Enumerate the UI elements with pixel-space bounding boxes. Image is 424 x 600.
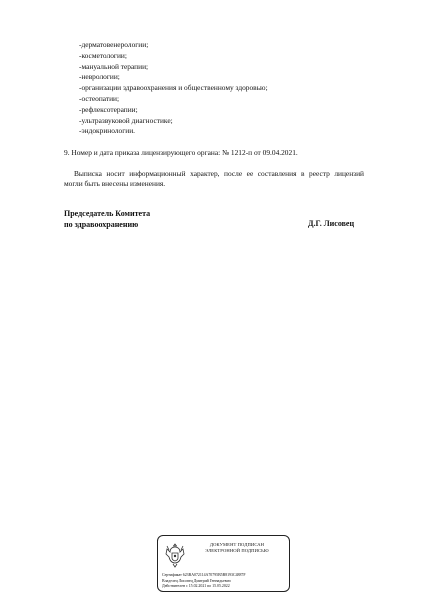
list-item: -эндокринологии. [79, 126, 136, 136]
list-item: -косметологии; [79, 50, 127, 60]
list-item: -дерматовенерологии; [79, 40, 149, 49]
stamp-details [162, 573, 288, 590]
signatory-position [64, 208, 150, 230]
stamp-certificate: Сертификат 623BA072114A70795B5B8193C4887F [162, 573, 246, 577]
information-note [64, 169, 364, 188]
specialty-list [79, 40, 268, 137]
stamp-validity: Действителен с 15.02.2021 по 15.05.2022 [162, 584, 230, 589]
coat-of-arms-icon [164, 541, 186, 569]
position-line-1: Председатель Комитета [64, 209, 151, 218]
list-item: -рефлексотерапии; [79, 104, 138, 114]
list-item: -неврологии; [79, 72, 120, 82]
stamp-title-line-2: ЭЛЕКТРОННОЙ ПОДПИСЬЮ [205, 548, 269, 554]
order-number-line: 9. Номер и дата приказа лицензирующего органа: № 1212-п от 09.04.2021. [64, 148, 298, 157]
list-item: -организации здравоохранения и общественному здоровью; [79, 83, 268, 93]
electronic-signature-stamp [157, 535, 290, 592]
stamp-owner: Владелец Лисовец Дмитрий Геннадьевич [162, 578, 231, 583]
note-line-1: Выписка носит информационный характер, после ее составления в реестр лицензий [74, 169, 364, 178]
list-item: -ультразвуковой диагностике; [79, 115, 173, 125]
stamp-title [188, 542, 286, 554]
position-line-2: по здравоохранению [64, 220, 139, 229]
note-line-2: могли быть внесены изменения. [64, 178, 166, 188]
list-item: -мануальной терапии; [79, 61, 149, 71]
list-item: -остеопатии; [79, 93, 120, 103]
stamp-title-line-1: ДОКУМЕНТ ПОДПИСАН [209, 542, 265, 547]
signatory-name: Д.Г. Лисовец [308, 219, 355, 228]
